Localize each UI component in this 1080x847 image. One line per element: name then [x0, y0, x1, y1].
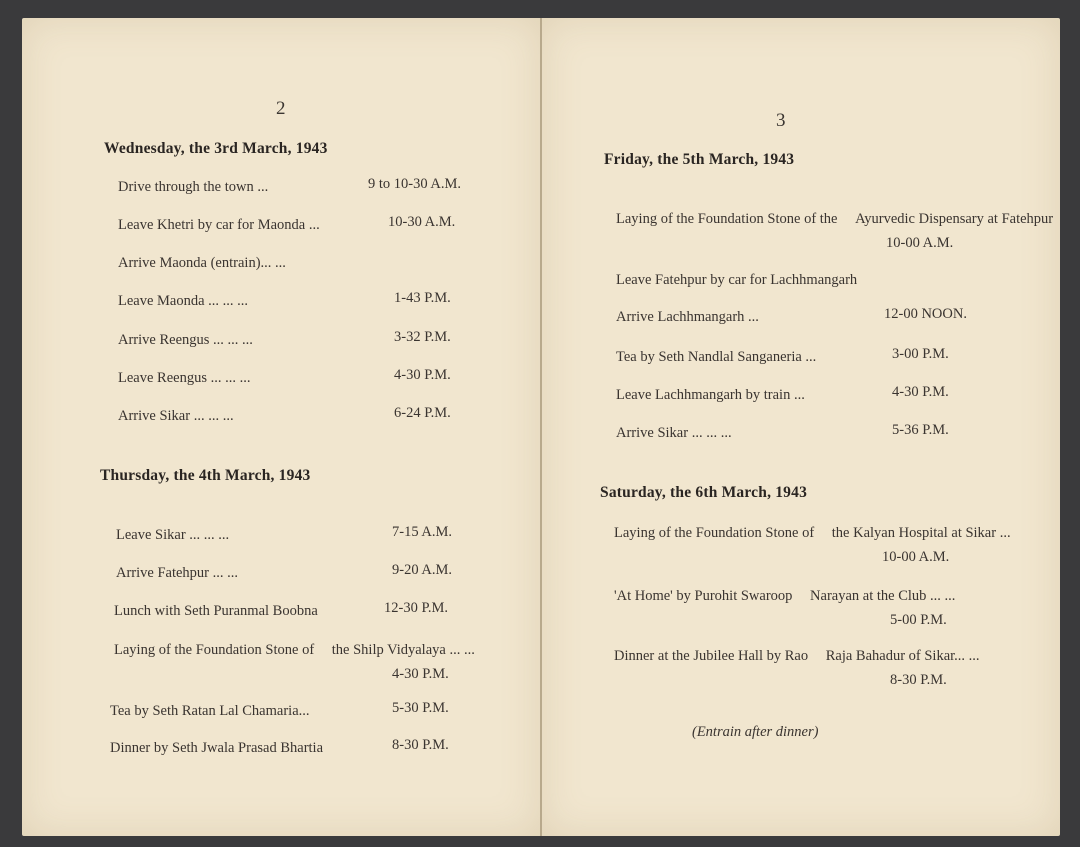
row-activity: Lunch with Seth Puranmal Boobna	[114, 603, 318, 619]
schedule-row	[118, 252, 463, 274]
row-activity: the Kalyan Hospital at Sikar ...	[831, 525, 1011, 541]
row-activity: Arrive Sikar ... ... ...	[118, 408, 234, 424]
row-activity: Leave Sikar ... ... ...	[116, 527, 230, 543]
schedule-row	[116, 562, 461, 584]
row-activity: Narayan at the Club ... ...	[810, 588, 956, 604]
row-activity: Leave Fatehpur by car for Lachhmangarh	[616, 272, 858, 288]
schedule-row	[118, 405, 463, 427]
row-activity: Leave Reengus ... ... ...	[118, 370, 251, 386]
row-activity: Arrive Reengus ... ... ...	[118, 332, 253, 348]
row-activity: the Shilp Vidyalaya ... ...	[331, 642, 475, 658]
row-time: 7-15 A.M.	[392, 524, 453, 540]
row-activity: Dinner at the Jubilee Hall by Rao	[614, 648, 809, 664]
schedule-row	[614, 522, 1011, 566]
row-time: 9-20 A.M.	[392, 562, 453, 578]
row-time: 5-00 P.M.	[890, 612, 947, 628]
schedule-row	[110, 737, 460, 759]
schedule-row	[118, 290, 463, 312]
row-time: 10-00 A.M.	[882, 549, 950, 565]
row-time: 6-24 P.M.	[394, 405, 451, 421]
row-activity: Laying of the Foundation Stone of	[114, 642, 315, 658]
row-time: 1-43 P.M.	[394, 290, 451, 306]
schedule-row	[616, 306, 976, 328]
section-heading: Friday, the 5th March, 1943	[604, 151, 795, 168]
row-time: 4-30 P.M.	[892, 384, 949, 400]
schedule-row	[118, 214, 463, 236]
row-time: 12-00 NOON.	[884, 306, 967, 322]
row-activity: Tea by Seth Nandlal Sanganeria ...	[616, 349, 817, 365]
section-heading: Wednesday, the 3rd March, 1943	[104, 140, 328, 157]
schedule-row	[616, 269, 966, 291]
row-time: 8-30 P.M.	[392, 737, 449, 753]
row-activity: Arrive Sikar ... ... ...	[616, 425, 732, 441]
row-activity: Tea by Seth Ratan Lal Chamaria...	[110, 703, 310, 719]
schedule-row	[616, 422, 966, 444]
schedule-row	[110, 700, 460, 722]
entrain-note: (Entrain after dinner)	[692, 724, 819, 740]
row-time: 9 to 10-30 A.M.	[368, 176, 462, 192]
row-time: 10-30 A.M.	[388, 214, 456, 230]
row-activity: Leave Lachhmangarh by train ...	[616, 387, 805, 403]
schedule-row	[114, 600, 459, 622]
row-activity: Leave Khetri by car for Maonda ...	[118, 217, 320, 233]
row-time: 4-30 P.M.	[394, 367, 451, 383]
schedule-row	[614, 585, 964, 629]
row-time: 12-30 P.M.	[384, 600, 449, 616]
schedule-row	[118, 176, 463, 198]
schedule-row	[118, 367, 463, 389]
page-number: 3	[776, 110, 786, 131]
row-activity: Drive through the town ...	[118, 179, 269, 195]
row-time: 10-00 A.M.	[886, 235, 954, 251]
schedule-row	[118, 329, 463, 351]
right-page	[542, 18, 1060, 836]
row-time: 3-00 P.M.	[892, 346, 949, 362]
row-activity: 'At Home' by Purohit Swaroop	[614, 588, 793, 604]
schedule-row	[116, 524, 461, 546]
row-activity: Dinner by Seth Jwala Prasad Bhartia	[110, 740, 324, 756]
page-number: 2	[276, 98, 286, 119]
row-activity: Ayurvedic Dispensary at Fatehpur	[855, 211, 1054, 227]
row-time: 4-30 P.M.	[392, 666, 449, 682]
section-heading: Saturday, the 6th March, 1943	[600, 484, 808, 501]
schedule-row	[614, 645, 980, 689]
row-activity: Laying of the Foundation Stone of	[614, 525, 815, 541]
schedule-row	[114, 639, 475, 683]
section-heading: Thursday, the 4th March, 1943	[100, 467, 311, 484]
schedule-row	[616, 208, 1054, 252]
row-activity: Arrive Maonda (entrain)... ...	[118, 255, 286, 271]
schedule-row	[616, 384, 966, 406]
row-time: 3-32 P.M.	[394, 329, 451, 345]
row-time: 8-30 P.M.	[890, 672, 947, 688]
left-page	[22, 18, 540, 836]
row-activity: Raja Bahadur of Sikar... ...	[825, 648, 980, 664]
row-activity: Arrive Fatehpur ... ...	[116, 565, 239, 581]
row-time: 5-36 P.M.	[892, 422, 949, 438]
row-activity: Arrive Lachhmangarh ...	[616, 309, 759, 325]
row-activity: Laying of the Foundation Stone of the	[616, 211, 838, 227]
schedule-row	[616, 346, 966, 368]
row-activity: Leave Maonda ... ... ...	[118, 293, 249, 309]
row-time: 5-30 P.M.	[392, 700, 449, 716]
